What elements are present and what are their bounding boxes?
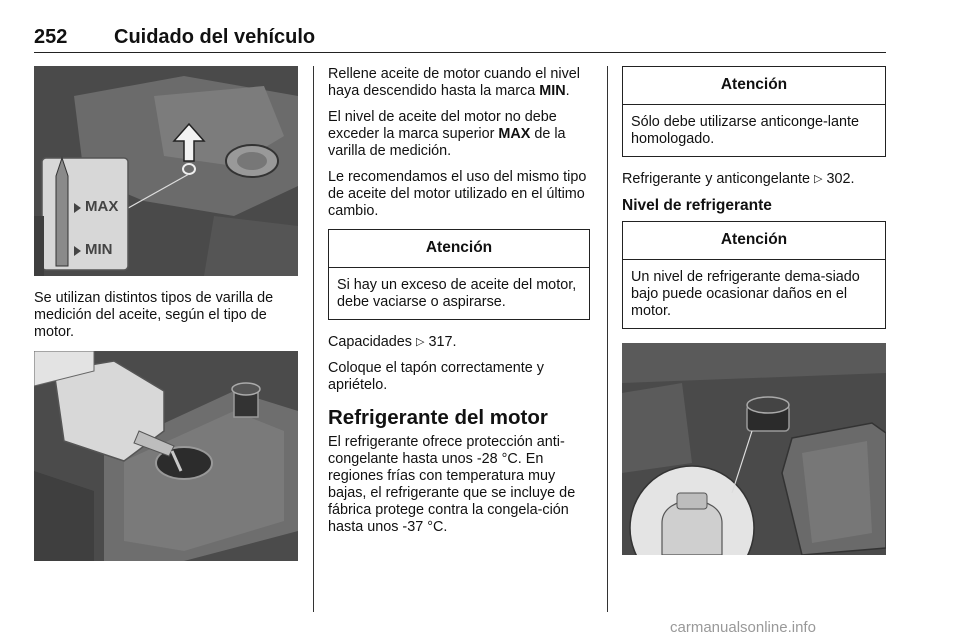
max-label: MAX (85, 198, 119, 215)
attention-box-antifreeze (622, 66, 886, 157)
oil-filling-drawing (34, 351, 298, 561)
section-title: Cuidado del vehículo (114, 26, 316, 48)
column-right (622, 66, 886, 555)
attention-box-oil (328, 229, 590, 320)
attention-box-coolant (622, 221, 886, 329)
coolant-reservoir-illustration (622, 343, 886, 555)
page-header (34, 26, 886, 53)
coolant-reservoir-drawing (622, 343, 886, 555)
paragraph-coolant: El refrigerante ofrece protección anti-congelante hasta unos -28 °C. En regiones frías con temperatura muy bajas, el refrigerante que se incluye de fábrica protege contra la congela-ción hasta unos -37 °C. (328, 434, 576, 535)
dipstick-illustration (34, 66, 298, 276)
attention-title: Atención (623, 67, 885, 105)
coolant-level-heading: Nivel de refrigerante (622, 197, 772, 214)
attention-title: Atención (623, 222, 885, 260)
min-label: MIN (85, 241, 113, 258)
column-divider-1 (313, 66, 314, 612)
capacities-reference[interactable]: Capacidades ▷ 317. (328, 334, 457, 350)
attention-body: Un nivel de refrigerante dema-siado bajo puede ocasionar daños en el motor. (631, 269, 860, 319)
triangle-right-icon: ▷ (416, 336, 425, 348)
paragraph-cap: Coloque el tapón correctamente y apriételo. (328, 360, 544, 393)
paragraph-same-oil: Le recomendamos el uso del mismo tipo de aceite del motor utilizado en el último cambio. (328, 169, 587, 219)
dipstick-caption: Se utilizan distintos tipos de varilla de medición del aceite, según el tipo de motor. (34, 290, 274, 340)
paragraph-min: Rellene aceite de motor cuando el nivel haya descendido hasta la marca MIN. (328, 66, 580, 99)
column-left (34, 66, 298, 561)
column-divider-2 (607, 66, 608, 612)
attention-body: Si hay un exceso de aceite del motor, debe vaciarse o aspirarse. (337, 277, 577, 310)
watermark: carmanualsonline.info (670, 619, 816, 636)
oil-filling-illustration (34, 351, 298, 561)
attention-title: Atención (329, 230, 589, 268)
attention-body: Sólo debe utilizarse anticonge-lante homologado. (631, 114, 860, 147)
triangle-right-icon: ▷ (814, 173, 823, 185)
coolant-reference[interactable]: Refrigerante y anticongelante ▷ 302. (622, 171, 855, 187)
column-middle (328, 66, 590, 545)
paragraph-max: El nivel de aceite del motor no debe exceder la marca superior MAX de la varilla de medición. (328, 109, 566, 159)
coolant-heading: Refrigerante del motor (328, 406, 548, 429)
engine-dipstick-drawing (34, 66, 298, 276)
page-number: 252 (34, 26, 68, 48)
